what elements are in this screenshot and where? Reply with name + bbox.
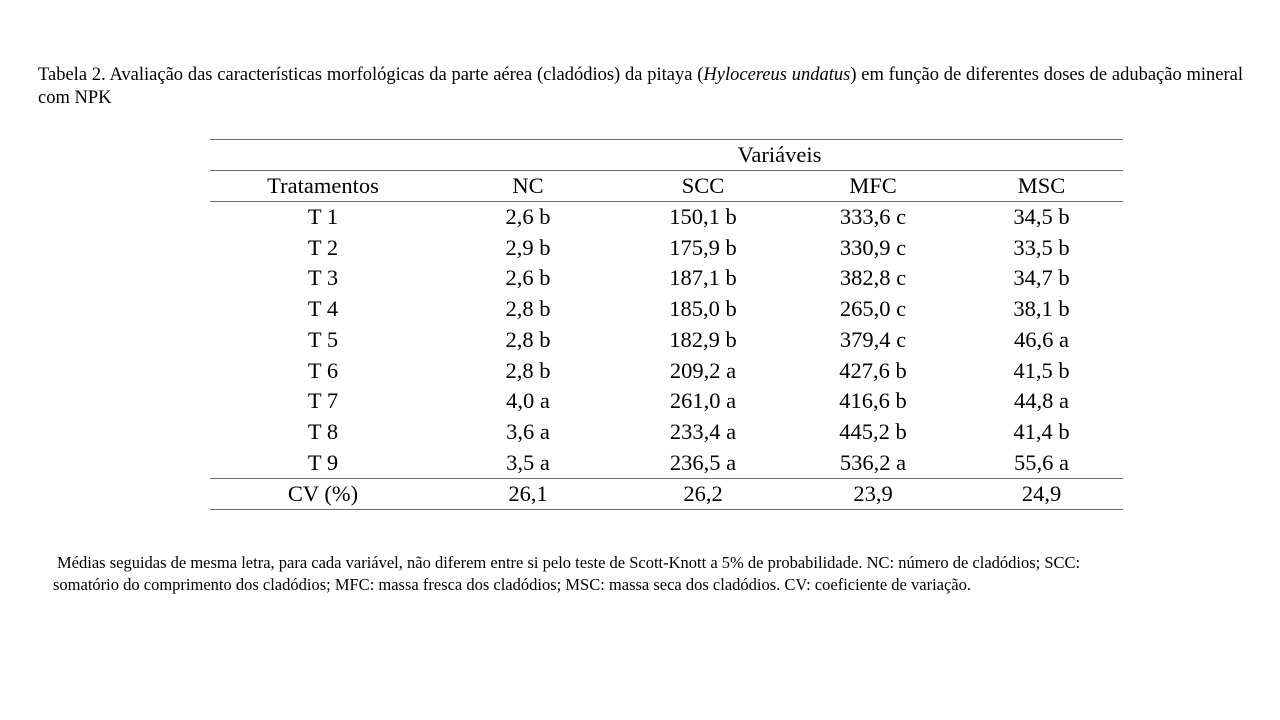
cv-scc: 26,2	[620, 479, 786, 510]
cell-nc: 3,6 a	[506, 418, 550, 444]
cell-msc: 33,5 b	[1013, 234, 1070, 260]
super-header-variaveis: Variáveis	[436, 140, 1123, 171]
cell-msc: 41,4 b	[1013, 418, 1070, 444]
results-table-container	[210, 139, 1123, 510]
footnote-line-2: somatório do comprimento dos cladódios; MFC: massa fresca dos cladódios; MSC: massa seca dos cladódios. CV: coeficiente de variação.	[53, 575, 971, 594]
cell-scc: 150,1 b	[669, 204, 737, 229]
cv-msc: 24,9	[960, 479, 1123, 510]
cell-treatment: T 1	[307, 204, 339, 229]
cell-scc: 187,1 b	[669, 265, 737, 291]
column-header-scc: SCC	[620, 171, 786, 202]
cell-nc: 2,8 b	[505, 296, 551, 322]
table-footnote	[53, 552, 1233, 596]
table-row	[210, 294, 1123, 325]
cell-scc: 261,0 a	[669, 388, 737, 414]
cell-mfc: 265,0 c	[839, 296, 907, 322]
cell-mfc: 330,9 c	[839, 234, 907, 260]
cell-msc: 46,6 a	[1014, 326, 1069, 352]
caption-species: Hylocereus undatus	[703, 65, 851, 85]
table-row	[210, 386, 1123, 417]
cell-scc: 209,2 a	[669, 357, 737, 383]
table-row	[210, 417, 1123, 448]
cell-msc: 38,1 b	[1013, 296, 1070, 322]
cv-label: CV (%)	[210, 479, 436, 510]
column-header-mfc: MFC	[786, 171, 960, 202]
cv-row	[210, 479, 1123, 510]
table-row	[210, 263, 1123, 294]
cell-treatment: T 3	[307, 265, 339, 291]
cell-mfc: 382,8 c	[839, 265, 907, 291]
table-row	[210, 356, 1123, 387]
table-caption	[38, 64, 1243, 110]
table-row	[210, 233, 1123, 264]
results-table	[210, 139, 1123, 510]
cell-nc: 2,8 b	[505, 357, 551, 383]
column-header-msc: MSC	[960, 171, 1123, 202]
cell-scc: 175,9 b	[669, 234, 737, 260]
caption-prefix: Tabela 2. Avaliação das características morfológicas da parte aérea (cladódios) da pitaya (	[38, 65, 704, 85]
cell-mfc: 333,6 c	[839, 204, 907, 229]
cell-msc: 34,7 b	[1013, 265, 1070, 291]
cell-treatment: T 9	[210, 448, 436, 479]
table-row	[210, 202, 1123, 233]
cell-scc: 185,0 b	[669, 296, 737, 322]
table-row	[210, 448, 1123, 479]
cell-mfc: 427,6 b	[839, 357, 907, 383]
footnote-line-1: Médias seguidas de mesma letra, para cada variável, não diferem entre si pelo teste de Scott-Knott a 5% de probabilidade. NC: número de cladódios; SCC:	[57, 553, 1081, 572]
cell-nc: 3,5 a	[436, 448, 620, 479]
cell-treatment: T 6	[307, 357, 339, 383]
column-header-row	[210, 171, 1123, 202]
super-header-row	[210, 140, 1123, 171]
cell-treatment: T 8	[307, 418, 339, 444]
cv-mfc: 23,9	[786, 479, 960, 510]
super-header-blank	[210, 140, 436, 171]
cell-nc: 2,6 b	[505, 265, 551, 291]
cell-mfc: 416,6 b	[839, 388, 907, 414]
cell-mfc: 445,2 b	[839, 418, 907, 444]
cell-scc: 182,9 b	[669, 326, 737, 352]
cell-mfc: 379,4 c	[839, 326, 907, 352]
column-header-tratamentos: Tratamentos	[210, 171, 436, 202]
caption-suffix: ) em função de diferentes doses de adubação mineral com NPK	[38, 65, 1243, 108]
cv-nc: 26,1	[436, 479, 620, 510]
cell-treatment: T 2	[307, 234, 339, 260]
cell-treatment: T 4	[307, 296, 339, 322]
cell-scc: 233,4 a	[669, 418, 737, 444]
cell-nc: 2,6 b	[505, 204, 551, 229]
cell-nc: 2,8 b	[505, 326, 551, 352]
cell-msc: 55,6 a	[960, 448, 1123, 479]
table-row	[210, 325, 1123, 356]
cell-mfc: 536,2 a	[786, 448, 960, 479]
cell-msc: 34,5 b	[1013, 204, 1070, 229]
cell-nc: 4,0 a	[506, 388, 550, 414]
cell-treatment: T 7	[307, 388, 339, 414]
cell-msc: 44,8 a	[1014, 388, 1069, 414]
cell-nc: 2,9 b	[505, 234, 551, 260]
cell-treatment: T 5	[307, 326, 339, 352]
cell-scc: 236,5 a	[620, 448, 786, 479]
cell-msc: 41,5 b	[1013, 357, 1070, 383]
column-header-nc: NC	[436, 171, 620, 202]
